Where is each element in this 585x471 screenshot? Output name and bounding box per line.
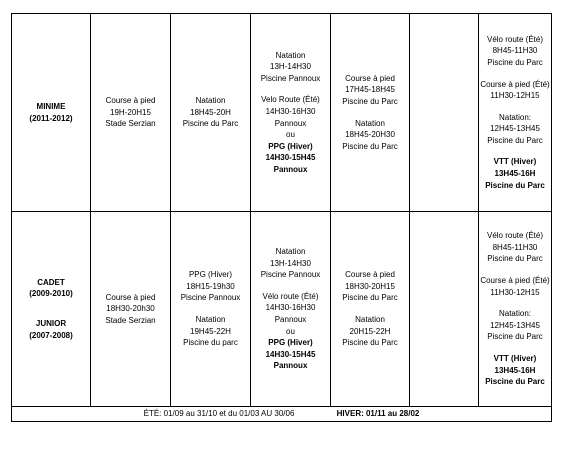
time: 13H-14H30 (270, 258, 311, 268)
cell-minime-col3 (251, 14, 331, 212)
activity: VTT (Hiver) (493, 157, 537, 167)
location: Stade Serzian (105, 315, 156, 325)
cell-minime-col4 (331, 14, 410, 212)
activity: Natation (275, 247, 306, 257)
category-years: (2007-2008) (29, 330, 73, 340)
time: 14H30-15H45 (265, 153, 316, 163)
or-text: ou (286, 130, 295, 140)
time: 20H15-22H (349, 326, 391, 336)
time: 11H30-12H15 (490, 287, 540, 297)
location: Piscine du Parc (342, 338, 398, 348)
location: Piscine du Parc (342, 141, 398, 151)
time: 19H45-22H (190, 326, 231, 336)
location: Stade Serzian (105, 119, 156, 129)
location: Piscine du Parc (485, 377, 545, 387)
row-cadet-junior (12, 212, 552, 407)
cell-minime-col2 (171, 14, 251, 212)
location: Piscine du Parc (182, 119, 239, 129)
location: Piscine du Parc (487, 254, 543, 264)
time: 12H45-13H45 (490, 320, 540, 330)
or-text: ou (286, 326, 295, 336)
activity: Natation (275, 50, 306, 60)
activity: Natation: (498, 112, 532, 122)
cell-cadet-col6 (479, 212, 552, 407)
time: 13H-14H30 (270, 62, 311, 72)
category-name: MINIME (36, 101, 66, 111)
cell-cadet-col2 (171, 212, 251, 407)
activity: PPG (Hiver) (188, 270, 233, 280)
time: 12H45-13H45 (490, 124, 540, 134)
time: 18H30-20H15 (345, 281, 395, 291)
location: Piscine Pannoux (260, 73, 321, 83)
activity: Natation (355, 315, 385, 324)
time: 18H15-19h30 (186, 281, 235, 291)
category-years: (2009-2010) (29, 289, 73, 299)
activity: Natation: (498, 309, 532, 319)
location: Pannoux (274, 118, 307, 128)
location: Piscine du Parc (487, 57, 543, 67)
location: Pannoux (274, 315, 307, 324)
category-cadet-junior (12, 212, 91, 407)
footer-row (12, 407, 552, 422)
activity: Vélo route (Été) (262, 291, 319, 301)
time: 18H30-20h30 (106, 304, 155, 314)
summer-period: ÉTÉ: 01/09 au 31/10 et du 01/03 AU 30/06 (143, 409, 295, 419)
activity: Vélo route (Été) (486, 231, 544, 241)
category-years: (2011-2012) (29, 113, 73, 123)
activity: Course à pied (Été) (480, 79, 550, 89)
cell-minime-col5-empty (410, 14, 479, 212)
cell-cadet-col5-empty (410, 212, 479, 407)
cell-cadet-col3 (251, 212, 331, 407)
schedule-table (11, 13, 552, 422)
season-dates (12, 407, 552, 422)
category-name: CADET (37, 277, 65, 287)
activity: Natation (195, 96, 226, 106)
location: Piscine du Parc (487, 332, 543, 342)
time: 14H30-16H30 (265, 303, 316, 313)
time: 17H45-18H45 (345, 85, 395, 95)
time: 18H45-20H (190, 107, 231, 117)
activity: Vélo route (Été) (486, 34, 544, 44)
time: 13H45-16H (494, 169, 536, 179)
location: Piscine Pannoux (180, 293, 241, 303)
category-name: JUNIOR (35, 319, 67, 328)
cell-minime-col1 (91, 14, 171, 212)
time: 18H45-20H30 (345, 130, 395, 140)
activity: Course à pied (345, 73, 395, 83)
activity: Course à pied (105, 96, 156, 106)
time: 14H30-16H30 (265, 106, 316, 116)
location: Piscine du Parc (342, 96, 398, 106)
location: Piscine du Parc (487, 135, 543, 145)
location: Piscine du Parc (485, 180, 545, 190)
row-minime (12, 14, 552, 212)
activity: VTT (Hiver) (493, 353, 537, 363)
location: Pannoux (273, 361, 308, 371)
activity: PPG (Hiver) (268, 141, 313, 151)
activity: Course à pied (Été) (480, 276, 550, 286)
location: Pannoux (273, 164, 308, 174)
location: Piscine Pannoux (260, 270, 321, 280)
activity: Natation (195, 315, 226, 324)
cell-cadet-col4 (331, 212, 410, 407)
category-minime (12, 14, 91, 212)
time: 8H45-11H30 (492, 242, 538, 252)
activity: Velo Route (Été) (261, 95, 320, 105)
activity: Course à pied (105, 292, 156, 302)
location: Piscine du Parc (342, 293, 398, 303)
time: 14H30-15H45 (265, 349, 316, 359)
winter-period: HIVER: 01/11 au 28/02 (336, 409, 420, 419)
time: 19H-20H15 (110, 107, 151, 117)
activity: Natation (355, 118, 385, 128)
time: 11H30-12H15 (490, 91, 540, 101)
cell-minime-col6 (479, 14, 552, 212)
location: Piscine du parc (183, 338, 238, 348)
cell-cadet-col1 (91, 212, 171, 407)
time: 8H45-11H30 (492, 46, 538, 56)
activity: Course à pied (345, 270, 395, 280)
activity: PPG (Hiver) (268, 338, 313, 348)
time: 13H45-16H (494, 365, 536, 375)
